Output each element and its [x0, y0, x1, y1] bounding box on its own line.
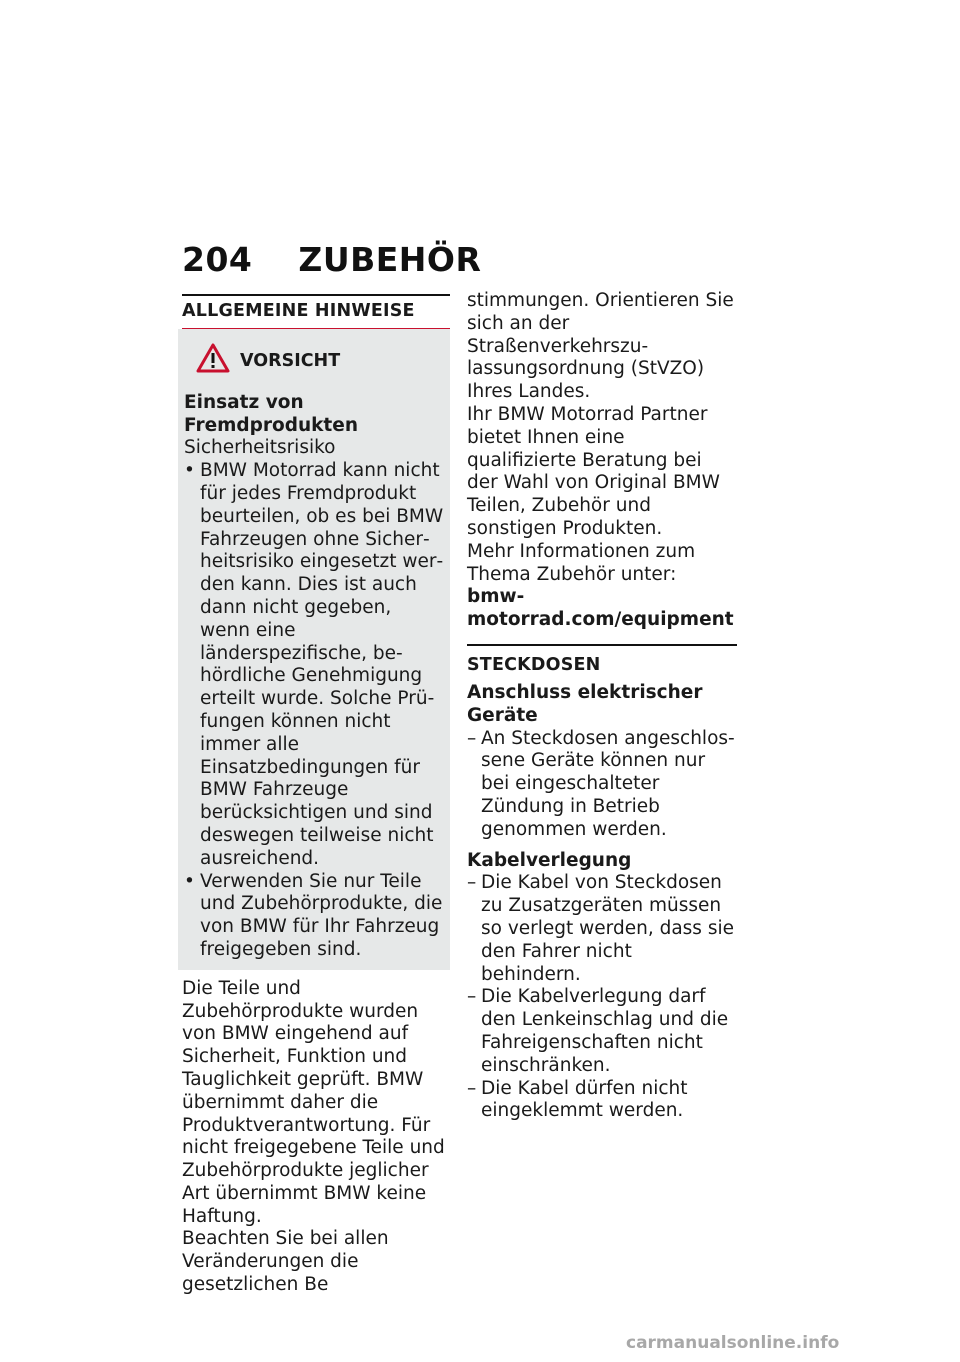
list-item: – Die Kabel dürfen nicht eingeklemmt werden. — [467, 1078, 737, 1124]
section-rule — [182, 294, 450, 296]
warning-box — [178, 329, 450, 970]
subheading: Anschluss elektrischer Geräte — [467, 681, 703, 726]
warning-bullet: • BMW Motorrad kann nicht für jedes Fremdprodukt beurteilen, ob es bei BMW Fahrzeugen ohne Sicherheitsrisiko eingesetzt werden kann. Dies ist auch dann nicht gegeben, wenn eine länderspezifische, behördliche Genehmigung erteilt wurde. Solche Prüfungen können nicht immer alle Einsatzbedingungen für BMW Fahrzeuge berücksichtigen und sind deswegen teilweise nicht ausreichend. — [184, 460, 444, 870]
paragraph: Mehr Informationen zum Thema Zubehör unter: — [467, 540, 696, 585]
page-header — [182, 240, 481, 279]
warning-subtitle: Sicherheitsrisiko — [184, 437, 336, 459]
warning-bullet: • Verwenden Sie nur Teile und Zubehörprodukte, die von BMW für Ihr Fahrzeug freigegeben sind. — [184, 871, 444, 962]
subheading: Kabelverlegung — [467, 849, 632, 871]
watermark: carmanualsonline.info — [626, 1333, 840, 1353]
list-item: – Die Kabel von Steckdosen zu Zusatzgeräten müssen so verlegt werden, dass sie den Fahrer nicht behindern. — [467, 872, 737, 986]
section-rule — [467, 644, 737, 646]
warning-header — [196, 343, 444, 380]
list-item: – Die Kabelverlegung darf den Lenkeinschlag und die Fahreigenschaften nicht einschränken. — [467, 986, 737, 1077]
page-number: 204 — [182, 240, 253, 279]
right-column — [467, 290, 737, 1123]
paragraph: stimmungen. Orientieren Sie sich an der Straßenverkehrszulassungsordnung (StVZO) Ihres Landes. — [467, 290, 734, 403]
list-item: – An Steckdosen angeschlossene Geräte können nur bei eingeschalteter Zündung in Betrieb genommen werden. — [467, 728, 737, 842]
section-title-allgemeine-hinweise: ALLGEMEINE HINWEISE — [182, 301, 415, 321]
chapter-title: ZUBEHÖR — [298, 240, 482, 279]
warning-triangle-icon — [196, 343, 230, 380]
warning-label: VORSICHT — [240, 351, 341, 371]
paragraph: Beachten Sie bei allen Veränderungen die gesetzlichen Be — [182, 1228, 389, 1296]
website-link[interactable]: bmw-motorrad.com/equipment — [467, 586, 734, 631]
left-column — [182, 294, 450, 1297]
section-title-steckdosen: STECKDOSEN — [467, 654, 601, 675]
warning-title: Einsatz von Fremdprodukten — [184, 391, 358, 436]
paragraph: Ihr BMW Motorrad Partner bietet Ihnen eine qualifizierte Beratung bei der Wahl von Original BMW Teilen, Zubehör und sonstigen Produkten. — [467, 403, 720, 539]
paragraph: Die Teile und Zubehörprodukte wurden von BMW eingehend auf Sicherheit, Funktion und Tauglichkeit geprüft. BMW übernimmt daher die Produktverantwortung. Für nicht freigegebene Teile und Zubehörprodukte jeglicher Art übernimmt BMW keine Haftung. — [182, 977, 445, 1227]
